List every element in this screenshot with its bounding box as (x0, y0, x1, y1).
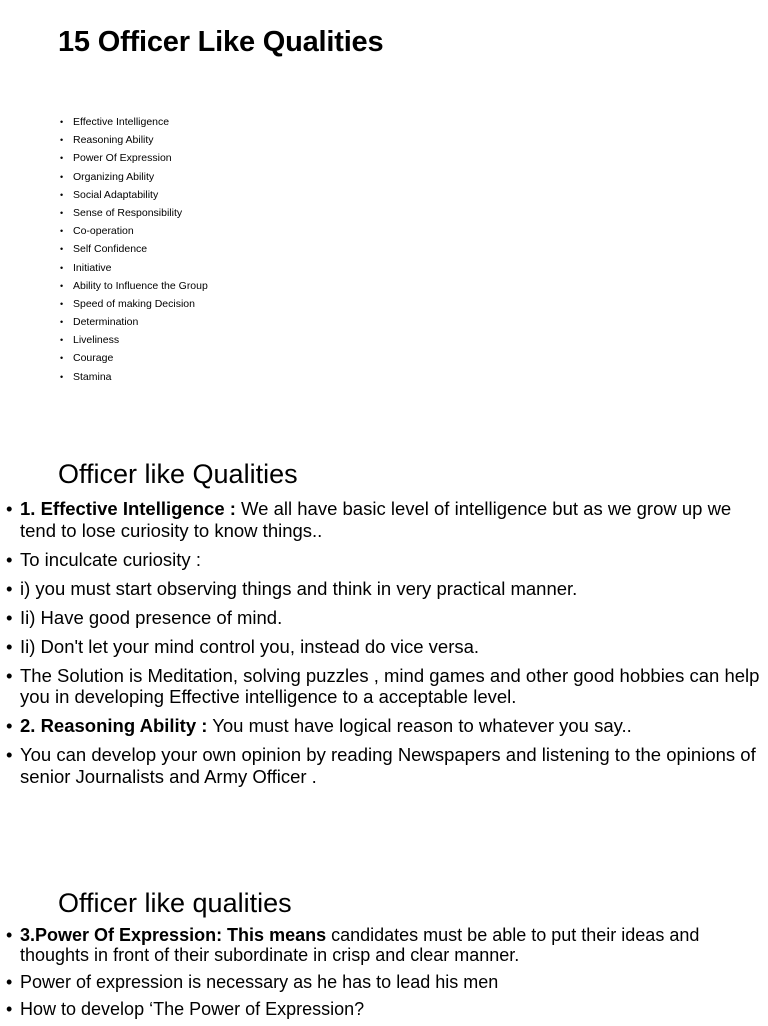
list-item: • Power Of Expression (60, 149, 208, 167)
bullet-list (0, 925, 768, 1026)
list-item: • Co-operation (60, 222, 208, 240)
bullet-item (0, 636, 768, 658)
slide-intelligence-reasoning (0, 440, 768, 840)
slide-power-of-expression (0, 880, 768, 1024)
list-item: • Reasoning Ability (60, 131, 208, 149)
slide-title: Officer like qualities (58, 888, 292, 918)
bullet-text: How to develop ‘The Power of Expression? (20, 999, 365, 1019)
bullet-text: You can develop your own opinion by reading Newspapers and listening to the opinions of senior Journalists and Army Officer . (20, 744, 756, 787)
bullet-bold-lead: 2. Reasoning Ability : (20, 715, 208, 736)
bullet-text: i) you must start observing things and think in very practical manner. (20, 577, 578, 599)
bullet-item (0, 607, 768, 629)
bullet-item (0, 665, 768, 708)
list-item: • Speed of making Decision (60, 295, 208, 313)
bullet-text: We all have basic level of intelligence but as we grow up we tend to lose curiosity to know things.. (20, 498, 732, 541)
slide-olq-list (0, 0, 768, 420)
list-item: • Social Adaptability (60, 186, 208, 204)
bullet-text: candidates must be able to put their ideas and thoughts in front of their subordinate in crisp and clear manner. (20, 925, 700, 965)
bullet-bold-lead: 3.Power Of Expression: This means (20, 925, 327, 945)
bullet-item (0, 715, 768, 737)
list-item: • Liveliness (60, 331, 208, 349)
list-item: • Effective Intelligence (60, 113, 208, 131)
list-item: • Initiative (60, 259, 208, 277)
bullet-text: Ii) Have good presence of mind. (20, 606, 283, 628)
bullet-item (0, 999, 768, 1019)
list-item: • Determination (60, 313, 208, 331)
list-item: • Sense of Responsibility (60, 204, 208, 222)
list-item: • Courage (60, 349, 208, 367)
bullet-text: Power of expression is necessary as he has to lead his men (20, 972, 499, 992)
slide-title: Officer like Qualities (58, 459, 298, 489)
bullet-item (0, 549, 768, 571)
bullet-text: You must have logical reason to whatever you say.. (207, 715, 632, 736)
list-item: • Self Confidence (60, 240, 208, 258)
bullet-text: To inculcate curiosity : (20, 548, 201, 570)
bullet-item (0, 744, 768, 787)
list-item: • Organizing Ability (60, 168, 208, 186)
list-item: • Stamina (60, 368, 208, 386)
bullet-item (0, 498, 768, 541)
bullet-bold-lead: 1. Effective Intelligence : (20, 498, 236, 519)
bullet-item (0, 972, 768, 992)
bullet-item (0, 925, 768, 965)
bullet-text: Ii) Don't let your mind control you, instead do vice versa. (20, 635, 480, 657)
bullet-text: The Solution is Meditation, solving puzzles , mind games and other good hobbies can help you in developing Effective intelligence to a acceptable level. (20, 664, 760, 707)
qualities-list (60, 113, 208, 386)
bullet-list (0, 498, 768, 795)
list-item: • Ability to Influence the Group (60, 277, 208, 295)
bullet-item (0, 578, 768, 600)
slide-title: 15 Officer Like Qualities (58, 26, 384, 58)
